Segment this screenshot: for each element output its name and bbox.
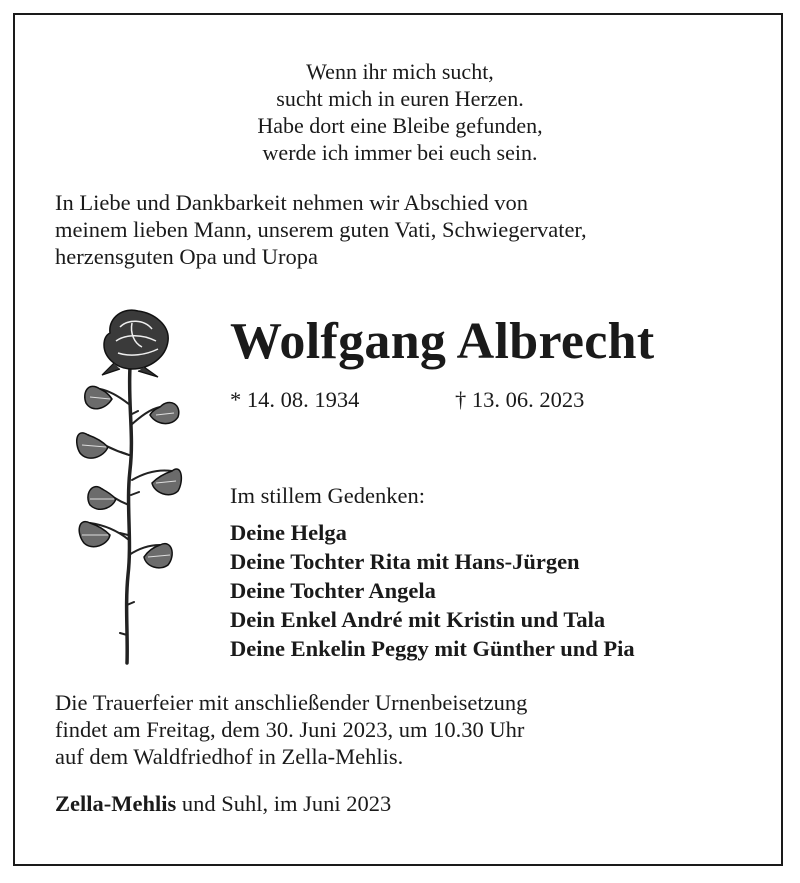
mourner-entry: Deine Enkelin Peggy mit Günther und Pia	[230, 636, 635, 661]
place-and-date	[55, 790, 391, 817]
birth-date: * 14. 08. 1934	[230, 387, 360, 412]
rose-icon	[72, 305, 184, 667]
mourners-list	[230, 518, 635, 663]
poem-line: Wenn ihr mich sucht,	[306, 59, 494, 84]
deceased-name: Wolfgang Albrecht	[230, 313, 655, 370]
intro-line: herzensguten Opa und Uropa	[55, 244, 319, 269]
intro-text	[55, 189, 755, 270]
mourner-entry: Dein Enkel André mit Kristin und Tala	[230, 607, 606, 632]
mourning-heading: Im stillem Gedenken:	[230, 483, 425, 508]
death-date: † 13. 06. 2023	[455, 387, 585, 412]
poem-line: werde ich immer bei euch sein.	[262, 140, 538, 165]
mourner-entry: Deine Tochter Rita mit Hans-Jürgen	[230, 549, 580, 574]
poem-line: sucht mich in euren Herzen.	[276, 86, 524, 111]
service-line: findet am Freitag, dem 30. Juni 2023, um 10.30 Uhr	[55, 717, 525, 742]
service-info	[55, 689, 755, 770]
intro-line: In Liebe und Dankbarkeit nehmen wir Abschied von	[55, 190, 528, 215]
service-line: Die Trauerfeier mit anschließender Urnenbeisetzung	[55, 690, 528, 715]
poem-line: Habe dort eine Bleibe gefunden,	[257, 113, 543, 138]
place-town: Zella-Mehlis	[55, 791, 177, 816]
place-rest: und Suhl, im Juni 2023	[176, 791, 392, 816]
intro-line: meinem lieben Mann, unserem guten Vati, Schwiegervater,	[55, 217, 587, 242]
mourner-entry: Deine Helga	[230, 520, 347, 545]
poem	[0, 58, 800, 166]
mourner-entry: Deine Tochter Angela	[230, 578, 436, 603]
service-line: auf dem Waldfriedhof in Zella-Mehlis.	[55, 744, 404, 769]
